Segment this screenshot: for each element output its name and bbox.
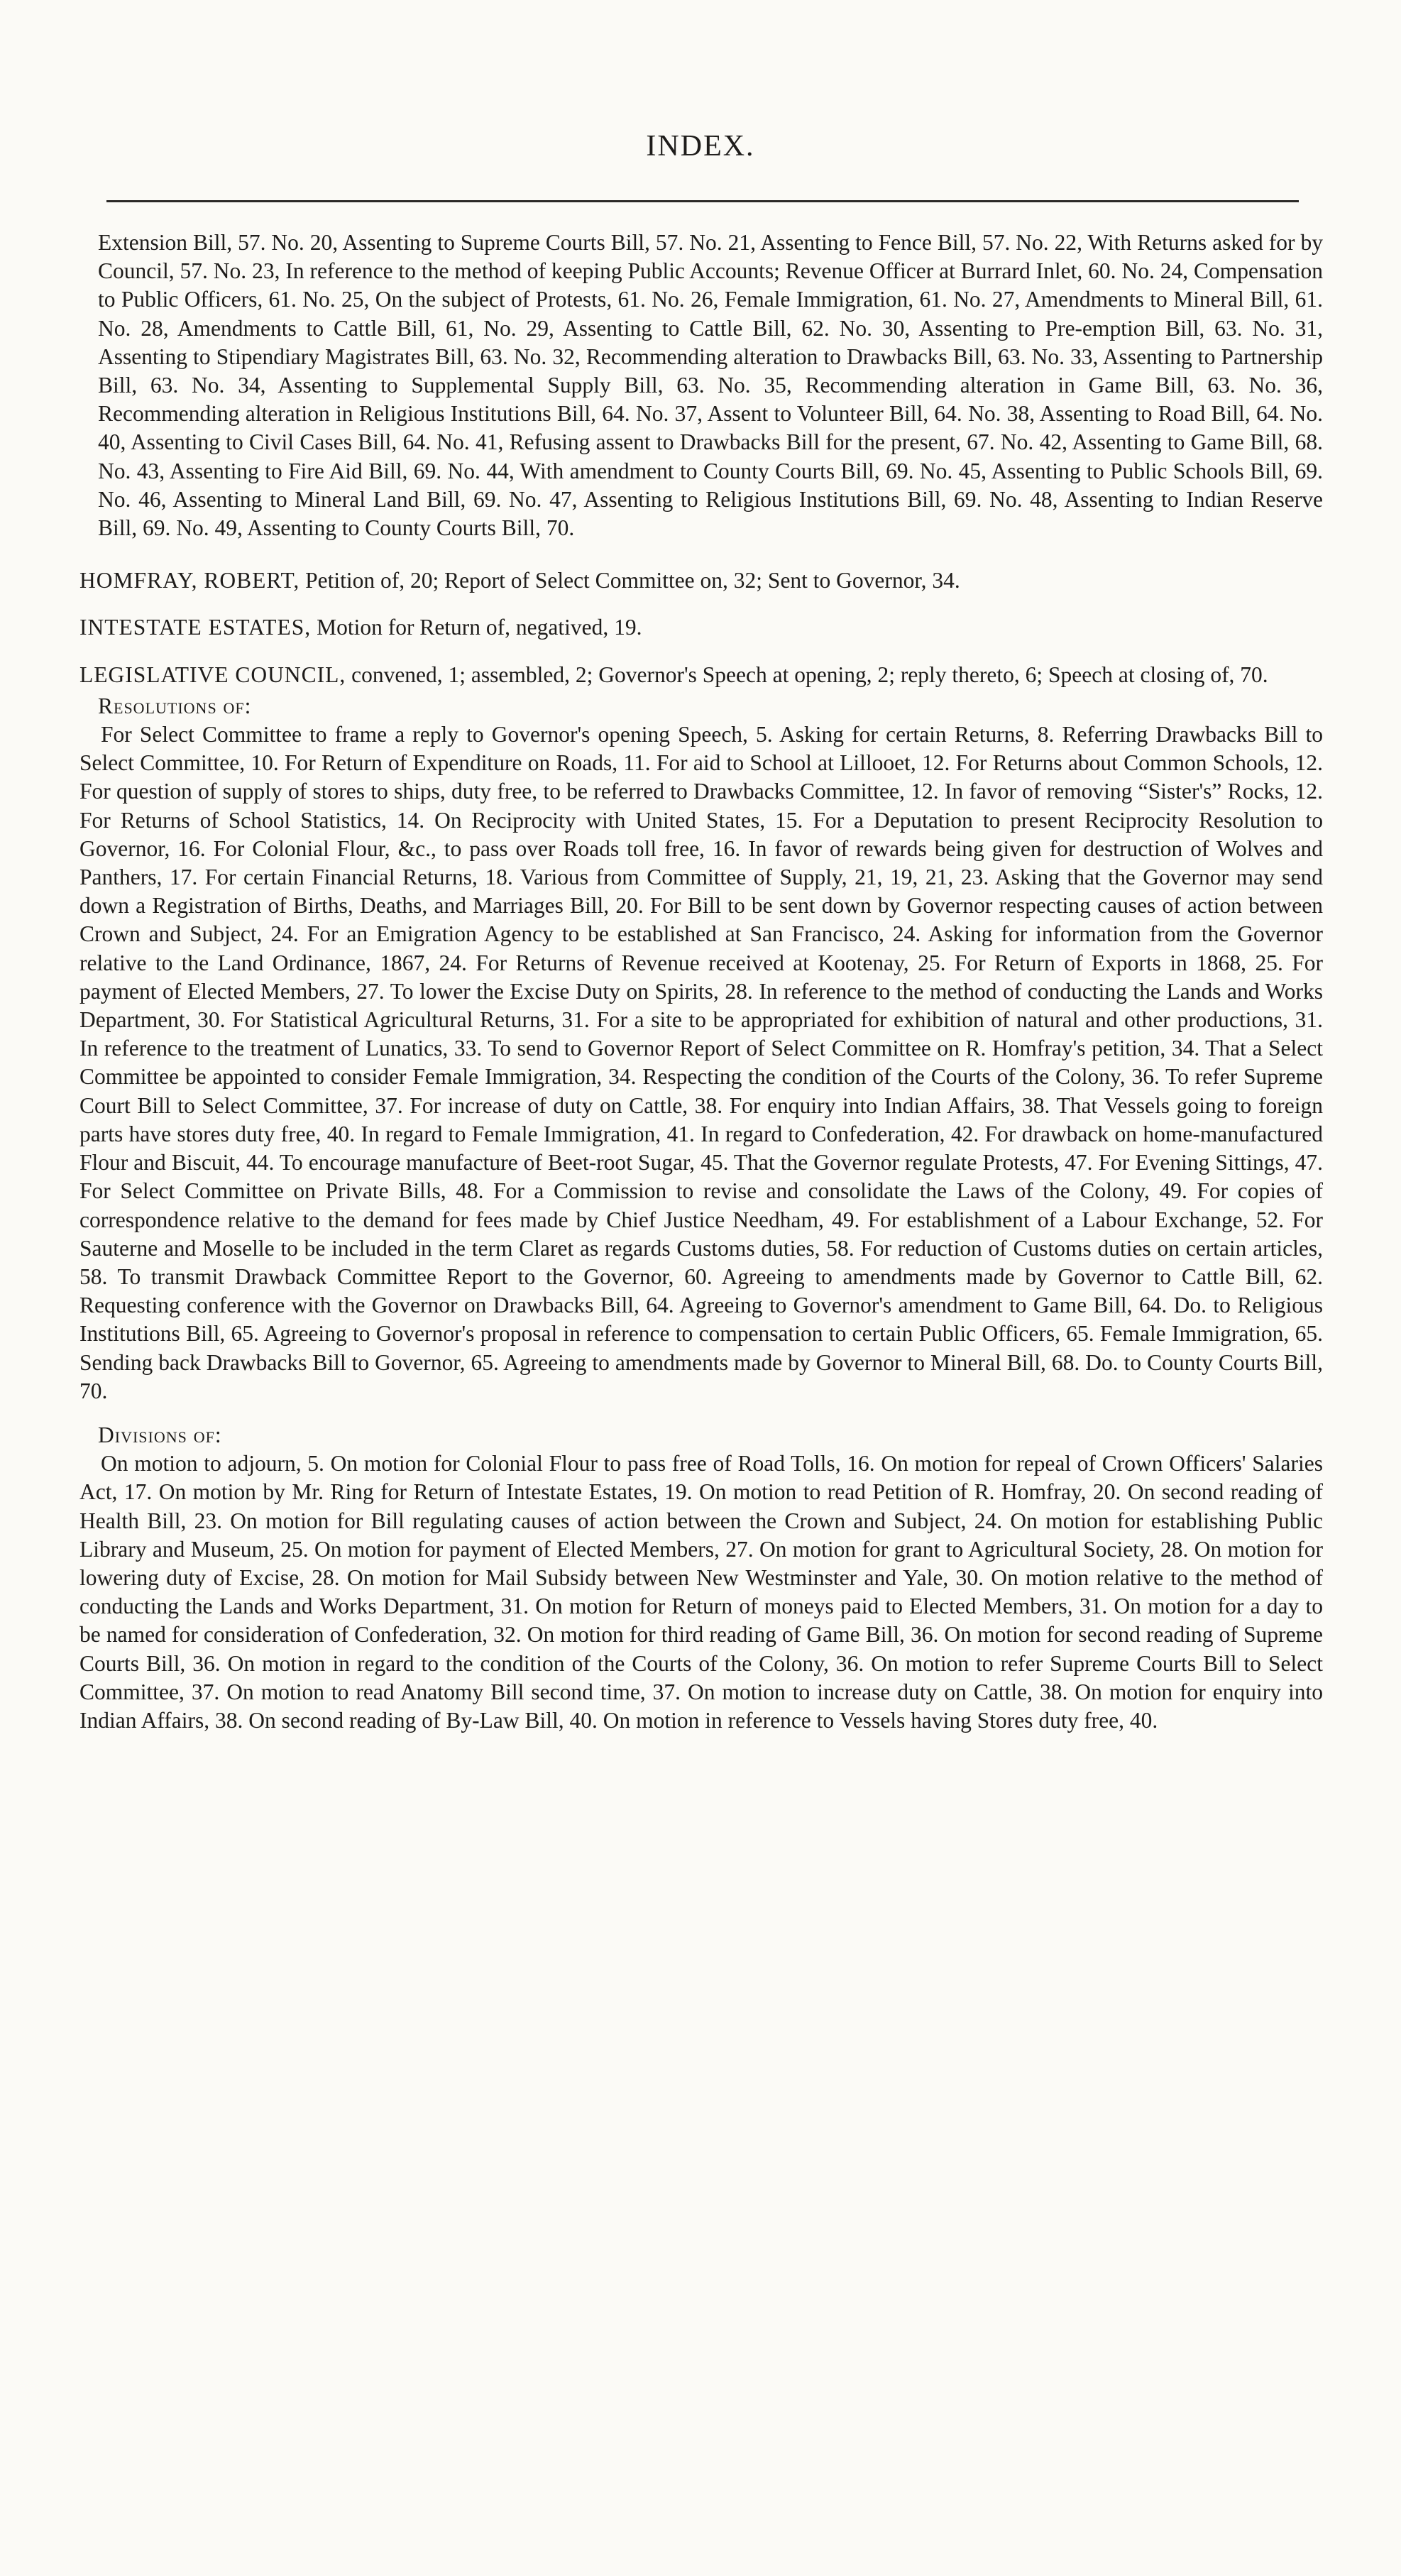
divisions-text: On motion to adjourn, 5. On motion for Colonial Flour to pass free of Road Tolls, 16. On motion for repeal of Crown Officers' Salaries Act, 17. On motion by Mr. Ring for Return of Intestate Estates, 19. On motion to read Petition of R. Homfray, 20. On second reading of Health Bill, 23. On motion for Bill regulating causes of action between the Crown and Subject, 24. On motion for establishing Public Library and Museum, 25. On motion for payment of Elected Members, 27. On motion for grant to Agricultural Society, 28. On motion for lowering duty of Excise, 28. On motion for Mail Subsidy between New Westminster and Yale, 30. On motion relative to the method of conducting the Lands and Works Department, 31. On motion for Return of moneys paid to Elected Members, 31. On motion for a day to be named for consideration of Confederation, 32. On motion for third reading of Game Bill, 36. On motion for second reading of Supreme Courts Bill, 36. On motion in regard to the condition of the Courts of the Colony, 36. On motion to refer Supreme Courts Bill to Select Committee, 37. On motion to read Anatomy Bill second time, 37. On motion to increase duty on Cattle, 38. On motion for enquiry into Indian Affairs, 38. On second reading of By-Law Bill, 40. On motion in reference to Vessels having Stores duty free, 40. (79, 1451, 1323, 1733)
intestate-text: Motion for Return of, negatived, 19. (311, 615, 642, 640)
intestate-heading: INTESTATE ESTATES, (79, 615, 312, 640)
homfray-entry (79, 566, 1323, 595)
index-content (79, 229, 1323, 1750)
legislative-heading: LEGISLATIVE COUNCIL, (79, 662, 346, 687)
continuation-entry: Extension Bill, 57. No. 20, Assenting to Supreme Courts Bill, 57. No. 21, Assenting to Fence Bill, 57. No. 22, With Returns asked for by Council, 57. No. 23, In reference to the method of keeping Public Accounts; Revenue Officer at Burrard Inlet, 60. No. 24, Compensation to Public Officers, 61. No. 25, On the subject of Protests, 61. No. 26, Female Immigration, 61. No. 27, Amendments to Mineral Bill, 61. No. 28, Amendments to Cattle Bill, 61, No. 29, Assenting to Cattle Bill, 62. No. 30, Assenting to Pre-emption Bill, 63. No. 31, Assenting to Stipendiary Magistrates Bill, 63. No. 32, Recommending alteration to Drawbacks Bill, 63. No. 33, Assenting to Partnership Bill, 63. No. 34, Assenting to Supplemental Supply Bill, 63. No. 35, Recommending alteration in Game Bill, 63. No. 36, Recommending alteration in Religious Institutions Bill, 64. No. 37, Assent to Volunteer Bill, 64. No. 38, Assenting to Road Bill, 64. No. 40, Assenting to Civil Cases Bill, 64. No. 41, Refusing assent to Drawbacks Bill for the present, 67. No. 42, Assenting to Game Bill, 68. No. 43, Assenting to Fire Aid Bill, 69. No. 44, With amendment to County Courts Bill, 69. No. 45, Assenting to Public Schools Bill, 69. No. 46, Assenting to Mineral Land Bill, 69. No. 47, Assenting to Religious Institutions Bill, 69. No. 48, Assenting to Indian Reserve Bill, 69. No. 49, Assenting to County Courts Bill, 70. (98, 230, 1323, 541)
resolutions-heading: Resolutions of: (98, 693, 252, 718)
intestate-entry (79, 613, 1323, 642)
resolutions-text: For Select Committee to frame a reply to Governor's opening Speech, 5. Asking for certain Returns, 8. Referring Drawbacks Bill to Select Committee, 10. For Return of Expenditure on Roads, 11. For aid to School at Lillooet, 12. For Returns about Common Schools, 12. For question of supply of stores to ships, duty free, to be referred to Drawbacks Committee, 12. In favor of removing “Sister's” Rocks, 12. For Returns of School Statistics, 14. On Reciprocity with United States, 15. For a Deputation to present Reciprocity Resolution to Governor, 16. For Colonial Flour, &c., to pass over Roads toll free, 16. In favor of rewards being given for destruction of Wolves and Panthers, 17. For certain Financial Returns, 18. Various from Committee of Supply, 21, 19, 21, 23. Asking that the Governor may send down a Registration of Births, Deaths, and Marriages Bill, 20. For Bill to be sent down by Governor respecting causes of action between Crown and Subject, 24. For an Emigration Agency to be established at San Francisco, 24. Asking for information from the Governor relative to the Land Ordinance, 1867, 24. For Returns of Revenue received at Kootenay, 25. For Return of Exports in 1868, 25. For payment of Elected Members, 27. To lower the Excise Duty on Spirits, 28. In reference to the method of conducting the Lands and Works Department, 30. For Statistical Agricultural Returns, 31. For a site to be appropriated for exhibition of natural and other productions, 31. In reference to the treatment of Lunatics, 33. To send to Governor Report of Select Committee on R. Homfray's petition, 34. That a Select Committee be appointed to consider Female Immigration, 34. Respecting the condition of the Courts of the Colony, 36. To refer Supreme Court Bill to Select Committee, 37. For increase of duty on Cattle, 38. For enquiry into Indian Affairs, 38. That Vessels going to foreign parts have stores duty free, 40. In regard to Female Immigration, 41. In regard to Confederation, 42. For drawback on home-manufactured Flour and Biscuit, 44. To encourage manufacture of Beet-root Sugar, 45. That the Governor regulate Protests, 47. For Evening Sittings, 47. For Select Committee on Private Bills, 48. For a Commission to revise and consolidate the Laws of the Colony, 49. For copies of correspondence relative to the demand for fees made by Chief Justice Needham, 49. For establishment of a Labour Exchange, 52. For Sauterne and Moselle to be included in the term Claret as regards Customs duties, 58. For reduction of Customs duties on certain articles, 58. To transmit Drawback Committee Report to the Governor, 60. Agreeing to amendments made by Governor to Cattle Bill, 62. Requesting conference with the Governor on Drawbacks Bill, 64. Agreeing to Governor's amendment to Game Bill, 64. Do. to Religious Institutions Bill, 65. Agreeing to Governor's proposal in reference to compensation to certain Public Officers, 65. Female Immigration, 65. Sending back Drawbacks Bill to Governor, 65. Agreeing to amendments made by Governor to Mineral Bill, 68. Do. to County Courts Bill, 70. (79, 722, 1323, 1403)
homfray-text: Petition of, 20; Report of Select Committee on, 32; Sent to Governor, 34. (300, 568, 960, 593)
divisions-heading: Divisions of: (98, 1422, 222, 1447)
header-rule (106, 200, 1299, 202)
homfray-heading: HOMFRAY, ROBERT, (79, 568, 300, 593)
page-title: INDEX. (646, 130, 755, 163)
legislative-text: convened, 1; assembled, 2; Governor's Speech at opening, 2; reply thereto, 6; Speech at closing of, 70. (346, 662, 1268, 687)
legislative-entry (79, 661, 1323, 689)
